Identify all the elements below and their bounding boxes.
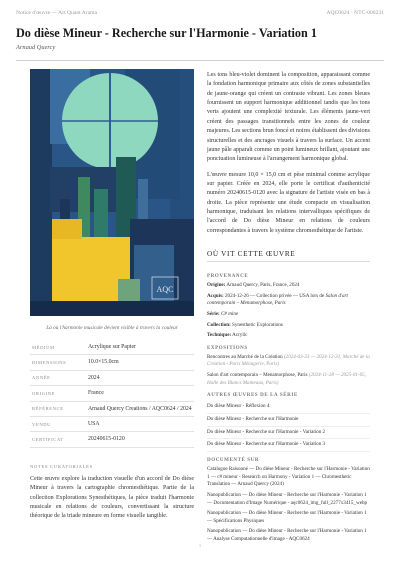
artwork-caption: Là où l'harmonie musicale devient visible à travers la couleur bbox=[46, 325, 178, 331]
metadata-key: CERTIFICAT bbox=[30, 432, 86, 447]
metadata-row bbox=[30, 386, 194, 401]
expositions-list bbox=[207, 354, 370, 388]
page-number: 1 bbox=[198, 543, 202, 548]
series-item-link[interactable]: Do dièse Mineur - Recherche sur l'Harmonie - Variation 3 bbox=[207, 439, 370, 452]
series-item-link[interactable]: Do dièse Mineur - Recherche sur l'Harmonie - Variation 2 bbox=[207, 427, 370, 440]
metadata-value: 20240615-0120 bbox=[86, 432, 194, 447]
docs-list bbox=[207, 466, 370, 544]
breadcrumb[interactable]: Notice d'œuvre — Art Quant Arama bbox=[16, 10, 98, 16]
metadata-value: Arnaud Quercy Creations / AQC0624 / 2024 bbox=[86, 401, 194, 416]
reference-code: AQC0624 · NTC-000231 bbox=[326, 10, 384, 16]
description-paragraph: L'œuvre mesure 10,0 × 15,0 cm et pèse minimal comme acrylique sur papier. Créée en 2024, elle porte le certificat d'authenticité numéro 20240615-0120 avec la signature de l'artiste visée en bas à droite. La pièce représente une étude compacte en visualisation harmonique, traduisant les relations intervalliques spécifiques de l'accord de Do dièse Mineur en relations de couleurs correspondantes à travers le système chromesthétique de l'artiste. bbox=[207, 171, 370, 234]
doc-item-link[interactable]: Nanopublication — Do dièse Mineur - Recherche sur l'Harmonie - Variation 1 — Analyse Computationnelle d'image - AQC0624 bbox=[207, 528, 367, 543]
technique-line: Technique: Acrylic bbox=[207, 332, 248, 339]
header-divider bbox=[16, 60, 384, 61]
metadata-value: Acrylique sur Papier bbox=[86, 340, 194, 355]
metadata-row bbox=[30, 340, 194, 355]
series-item-link[interactable]: Do dièse Mineur - Recherche sur l'Harmonie bbox=[207, 414, 370, 427]
metadata-value: France bbox=[86, 386, 194, 401]
acquis-line: Acquis: 2024-12-26 — Collection privée — USA lors de Salon d'art contemporain – Menamorphose, Paris bbox=[207, 292, 348, 307]
artwork-image[interactable] bbox=[30, 69, 194, 316]
provenance-heading: PROVENANCE bbox=[207, 274, 249, 279]
artwork-description bbox=[207, 71, 370, 242]
exposition-detail: (2024-03-23 — 2024-12-31, Marché de la Création - Paris Ménagerie, Paris) bbox=[207, 353, 370, 368]
metadata-row bbox=[30, 401, 194, 416]
metadata-value: 2024 bbox=[86, 370, 194, 385]
serie-line: Série: C# mine bbox=[207, 310, 239, 317]
metadata-key: RÉFÉRENCE bbox=[30, 401, 86, 416]
metadata-row bbox=[30, 416, 194, 431]
exposition-name[interactable]: Rencontres au Marché de la Création bbox=[207, 353, 283, 360]
curatorial-notes: Cette œuvre explore la traduction visuelle d'un accord de Do dièse Mineur à travers la cartographie chromesthétique. Partie de la collection Explorations Synesthétiques, la pièce traduit l'harmonie musicale en relations de couleurs, convertissant la structure théorique de la triade mineure en forme visuelle tangible. bbox=[30, 476, 194, 520]
artwork-painting bbox=[30, 69, 194, 316]
expositions-heading: EXPOSITIONS bbox=[207, 345, 248, 351]
description-paragraph: Les tons bleu-violet dominent la composition, apparaissant comme la fondation harmonique primaire aux côtés de zones substantielles de jaune-orange qui créent un contraste vibrant. Les zones bleues fournissent un support harmonique additionnel tandis que les tons verts ajoutent une complexité texturale. Les éléments jaune-vert créent des passages transitionnels entre les zones de couleur majeures. Les sections brun foncé et noires établissent des divisions structurelles et des ancrages visuels à travers la surface. Un accent jaune pâle apparaît comme un point lumineux brillant, ajoutant une ponctuation lumineuse à l'arrangement harmonique global. bbox=[207, 72, 370, 163]
series-list bbox=[207, 401, 370, 452]
provenance-section bbox=[207, 268, 370, 547]
metadata-key: ORIGINE bbox=[30, 386, 86, 401]
exposition-item[interactable] bbox=[207, 372, 370, 387]
top-bar bbox=[16, 10, 384, 24]
metadata-value: USA bbox=[86, 416, 194, 431]
doc-item-link[interactable]: Catalogue Raisonné — Do dièse Mineur - Recherche sur l'Harmonie - Variation 1 — c# mineur - Research on Harmony - Variation 1 — Chromesthetic Translation — Arnaud Quercy (2024) bbox=[207, 465, 370, 488]
acquis-event-link[interactable]: Salon d'art contemporain – Menamorphose, Paris bbox=[207, 292, 348, 307]
where-section-title: OÙ VIT CETTE ŒUVRE bbox=[207, 250, 370, 262]
origin-line: Origine: Arnaud Quercy, Paris, France, 2024 bbox=[207, 282, 300, 288]
metadata-row bbox=[30, 355, 194, 370]
metadata-key: DIMENSIONS bbox=[30, 355, 86, 370]
exposition-detail: (2024-11-28 — 2025-01-05, Halle des Blancs Manteaux, Paris) bbox=[207, 372, 366, 386]
doc-item-link[interactable]: Nanopublication — Do dièse Mineur - Recherche sur l'Harmonie - Variation 1 — Documentation d'Image Numérique - aqc0624_img_full_2277x3415_webp bbox=[207, 491, 368, 506]
exposition-name[interactable]: Salon d'art contemporain – Menamorphose, Paris bbox=[207, 372, 308, 379]
metadata-table bbox=[30, 340, 194, 448]
exposition-item[interactable] bbox=[207, 354, 370, 369]
series-item-link[interactable]: Do dièse Mineur - Réflexion 4 bbox=[207, 401, 370, 414]
metadata-value: 10.0×15.0cm bbox=[86, 355, 194, 370]
metadata-row bbox=[30, 432, 194, 447]
metadata-key: VENDU bbox=[30, 416, 86, 431]
metadata-key: MÉDIUM bbox=[30, 340, 86, 355]
doc-item-link[interactable]: Nanopublication — Do dièse Mineur - Recherche sur l'Harmonie - Variation 1 — Spécifications Physiques bbox=[207, 510, 367, 524]
metadata-key: ANNÉE bbox=[30, 370, 86, 385]
page-title: Do dièse Mineur - Recherche sur l'Harmonie - Variation 1 bbox=[16, 26, 317, 40]
metadata-row bbox=[30, 370, 194, 385]
series-heading: AUTRES ŒUVRES DE LA SÉRIE bbox=[207, 393, 298, 399]
artist-name[interactable]: Arnaud Quercy bbox=[16, 44, 56, 51]
docs-heading: DOCUMENTÉ SUR bbox=[207, 457, 260, 463]
artist-signature: AQC bbox=[156, 285, 174, 294]
notes-heading: NOTES CURATORIALES bbox=[30, 464, 93, 469]
collection-line: Collection: Synesthetic Explorations bbox=[207, 321, 283, 328]
